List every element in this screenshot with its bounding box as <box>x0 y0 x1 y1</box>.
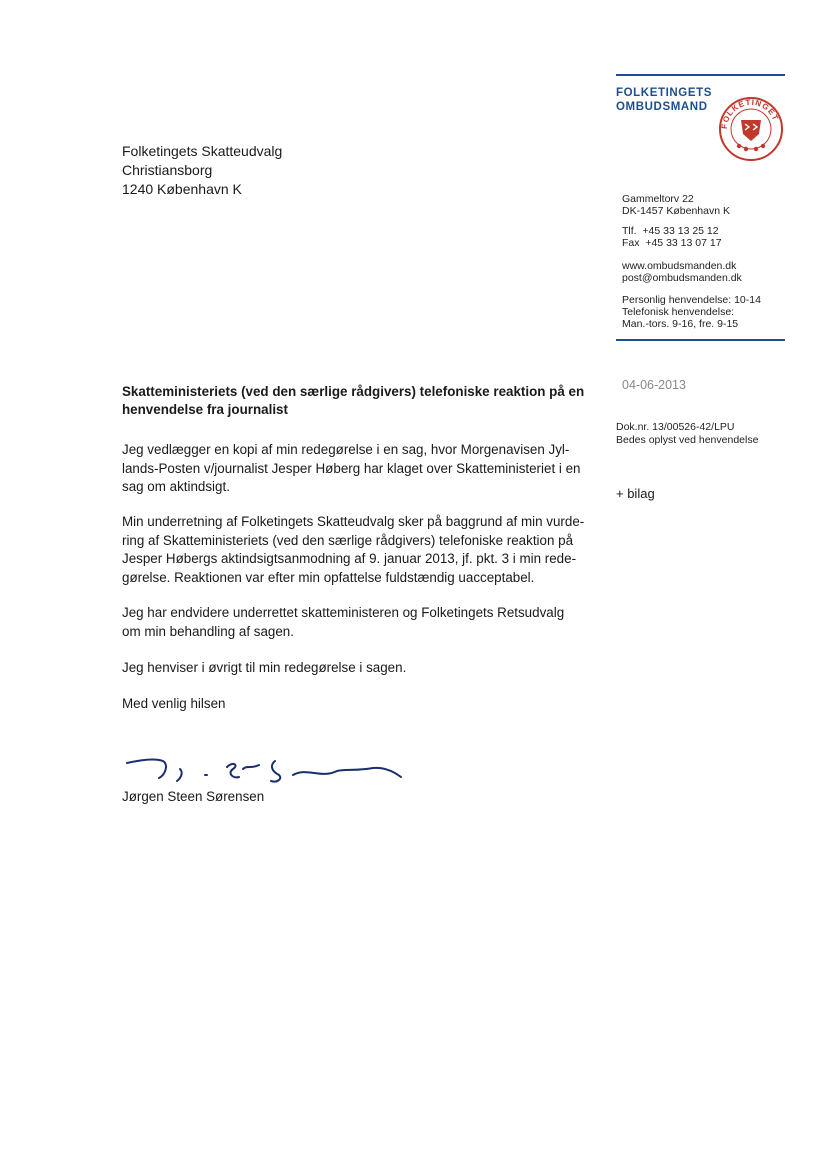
letter-date: 04-06-2013 <box>622 378 686 392</box>
subject-line1: Skatteministeriets (ved den særlige rådgivers) telefoniske reaktion på en <box>122 384 585 399</box>
paragraph-line: Jesper Høbergs aktindsigtsanmodning af 9. januar 2013, jf. pkt. 3 i min rede- <box>122 551 577 566</box>
recipient-address <box>122 142 282 199</box>
letter-subject <box>122 383 592 419</box>
paragraph-line: Jeg henviser i øvrigt til min redegørelse i sagen. <box>122 660 407 675</box>
recipient-line1: Folketingets Skatteudvalg <box>122 143 283 159</box>
paragraph-line: om min behandling af sagen. <box>122 623 294 639</box>
org-name-line1: FOLKETINGETS <box>616 87 713 99</box>
subject-line2: henvendelse fra journalist <box>122 402 288 417</box>
contact-hours-phone-label: Telefonisk henvendelse: <box>622 306 735 318</box>
recipient-line3: 1240 København K <box>122 181 242 197</box>
closing-salutation <box>122 695 592 714</box>
reference-note: Bedes oplyst ved henvendelse <box>616 433 759 446</box>
signatory-name: Jørgen Steen Sørensen <box>122 789 265 804</box>
body-paragraph-1 <box>122 441 592 497</box>
contact-email: post@ombudsmanden.dk <box>622 272 742 284</box>
svg-text:FOLKETINGET: FOLKETINGET <box>719 97 781 130</box>
enclosure-note: + bilag <box>616 486 655 501</box>
org-name <box>616 86 712 114</box>
paragraph-line: ring af Skatteministeriets (ved den særlige rådgivers) telefoniske reaktion på <box>122 532 574 548</box>
ombudsman-seal-logo <box>718 96 784 162</box>
contact-hours-phone: Man.-tors. 9-16, fre. 9-15 <box>622 318 739 330</box>
body-paragraph-4 <box>122 659 592 678</box>
header-rule <box>616 74 785 76</box>
body-paragraph-3 <box>122 604 592 641</box>
paragraph-line: sag om aktindsigt. <box>122 479 230 494</box>
contact-web-block <box>622 260 742 284</box>
contact-phone-block <box>622 225 722 249</box>
contact-hours-block <box>622 294 761 330</box>
paragraph-line: Jeg har endvidere underrettet skatteministeren og Folketingets Retsudvalg <box>122 605 565 620</box>
paragraph-line: Jeg vedlægger en kopi af min redegørelse i en sag, hvor Morgenavisen Jyl- <box>122 442 570 457</box>
recipient-line2: Christiansborg <box>122 162 213 178</box>
paragraph-line: lands-Posten v/journalist Jesper Høberg har klaget over Skatteministeriet i en <box>122 460 581 476</box>
contact-fax: Fax +45 33 13 07 17 <box>622 237 722 249</box>
contact-website: www.ombudsmanden.dk <box>622 260 737 272</box>
body-paragraph-2 <box>122 513 592 587</box>
contact-address-line2: DK-1457 København K <box>622 205 730 217</box>
paragraph-line: Min underretning af Folketingets Skatteudvalg sker på baggrund af min vurde- <box>122 514 585 529</box>
contact-address-line1: Gammeltorv 22 <box>622 193 694 205</box>
org-name-line2: OMBUDSMAND <box>616 101 708 113</box>
contact-phone: Tlf. +45 33 13 25 12 <box>622 225 719 237</box>
contact-address <box>622 193 730 217</box>
document-number: Dok.nr. 13/00526-42/LPU <box>616 421 735 433</box>
contact-rule <box>616 339 785 341</box>
contact-hours-personal: Personlig henvendelse: 10-14 <box>622 294 761 306</box>
paragraph-line: gørelse. Reaktionen var efter min opfattelse fuldstændig uacceptabel. <box>122 569 535 585</box>
reference-block <box>616 421 758 446</box>
handwritten-signature <box>125 755 410 791</box>
closing-text: Med venlig hilsen <box>122 696 226 711</box>
